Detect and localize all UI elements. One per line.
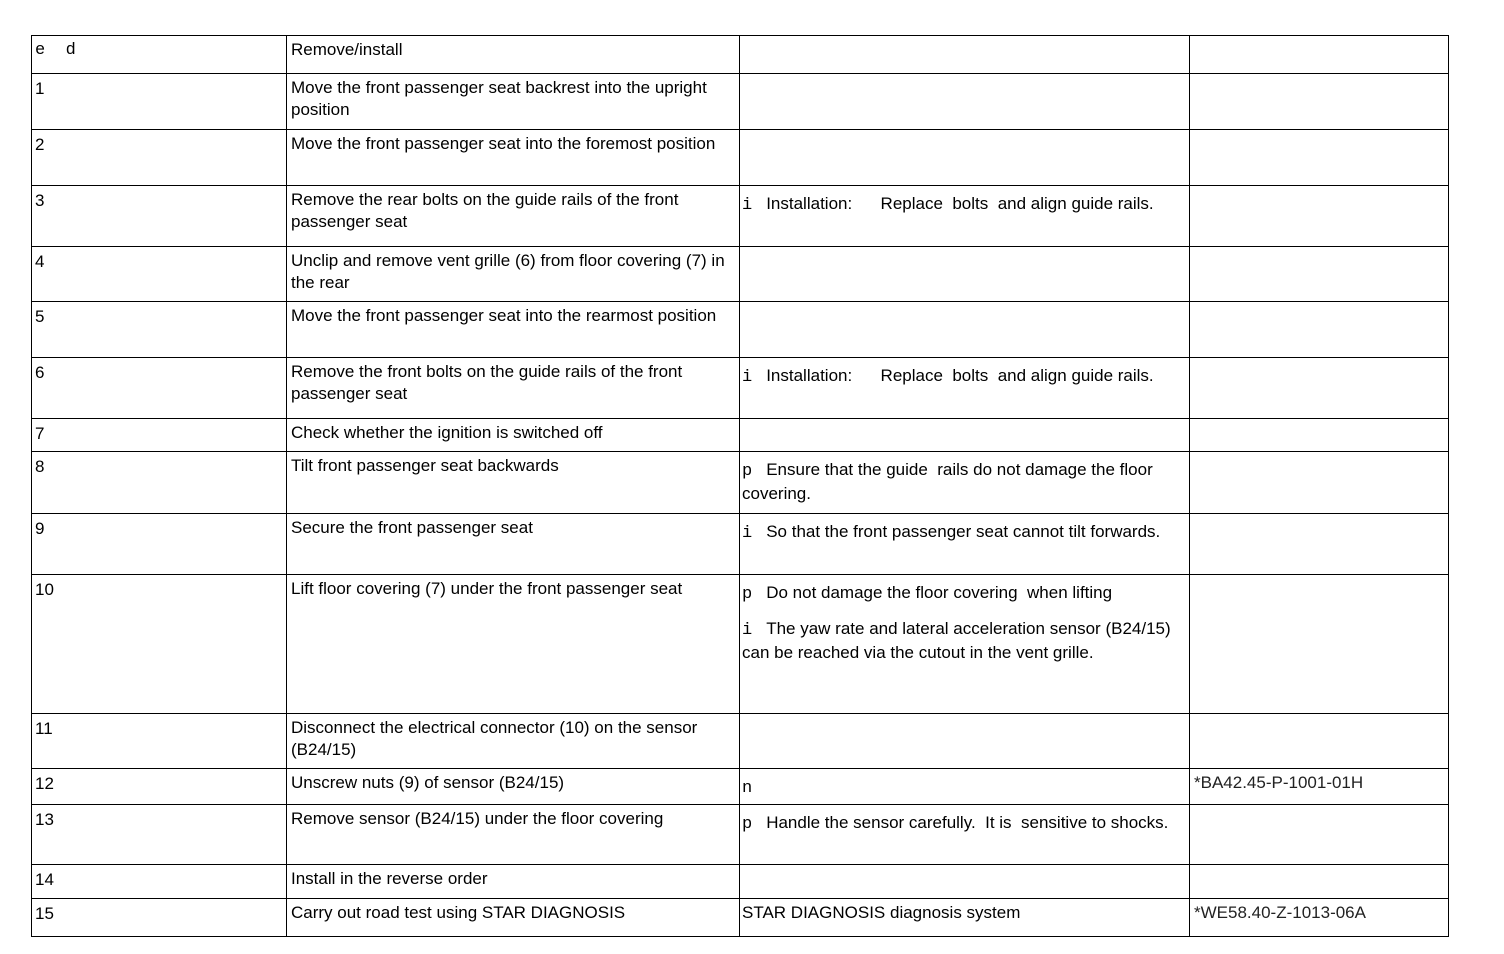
- table-row: [32, 358, 1449, 419]
- step-number: 7: [35, 424, 45, 443]
- step-action: Install in the reverse order: [291, 869, 488, 888]
- note-warning: [742, 812, 1177, 836]
- info-icon: i: [742, 368, 753, 387]
- step-action: Unclip and remove vent grille (6) from floor covering (7) in the rear: [291, 251, 725, 292]
- note-info: [742, 365, 1177, 389]
- step-number: 14: [35, 870, 54, 889]
- step-action: Tilt front passenger seat backwards: [291, 456, 559, 475]
- info-icon: i: [742, 621, 753, 640]
- step-action: Check whether the ignition is switched off: [291, 423, 603, 442]
- step-action: Remove the front bolts on the guide rails of the front passenger seat: [291, 362, 683, 403]
- table-row: [32, 130, 1449, 186]
- warning-icon: p: [742, 815, 753, 834]
- table-row: [32, 419, 1449, 452]
- step-number: 1: [35, 79, 45, 98]
- step-number: 13: [35, 810, 54, 829]
- table-row: [32, 302, 1449, 358]
- table-row: [32, 186, 1449, 247]
- step-action: Lift floor covering (7) under the front passenger seat: [291, 579, 683, 598]
- step-action: Unscrew nuts (9) of sensor (B24/15): [291, 773, 565, 792]
- table-row: [32, 714, 1449, 769]
- reference-link[interactable]: *WE58.40-Z-1013-06A: [1194, 903, 1366, 922]
- step-action: Remove the rear bolts on the guide rails of the front passenger seat: [291, 190, 679, 231]
- table-header-row: [32, 36, 1449, 74]
- table-row: [32, 865, 1449, 899]
- table-row: [32, 74, 1449, 130]
- info-icon: i: [742, 196, 753, 215]
- note-text: So that the front passenger seat cannot tilt forwards.: [766, 522, 1161, 541]
- procedure-table: [31, 35, 1449, 937]
- table-row: [32, 805, 1449, 865]
- table-row: [32, 575, 1449, 714]
- note-text: Do not damage the floor covering when lifting: [766, 583, 1113, 602]
- note-text: Installation: Replace bolts and align guide rails.: [766, 366, 1154, 385]
- note-text: The yaw rate and lateral acceleration sensor (B24/15) can be reached via the cutout in the vent grille.: [742, 619, 1176, 662]
- note-info: [742, 193, 1177, 217]
- note-info: [742, 521, 1177, 545]
- warning-icon: p: [742, 462, 753, 481]
- step-number: 12: [35, 774, 54, 793]
- warning-icon: p: [742, 585, 753, 604]
- note-nut: [742, 776, 1177, 800]
- table-row: [32, 514, 1449, 575]
- step-number: 3: [35, 191, 45, 210]
- step-action: Secure the front passenger seat: [291, 518, 533, 537]
- step-number: 5: [35, 307, 45, 326]
- table-row: [32, 769, 1449, 805]
- table-row: [32, 452, 1449, 514]
- note-warning: [742, 459, 1177, 505]
- table-row: [32, 899, 1449, 937]
- step-number: 11: [35, 719, 53, 738]
- step-number: 8: [35, 457, 45, 476]
- step-action: Move the front passenger seat into the rearmost position: [291, 306, 717, 325]
- note-text: Handle the sensor carefully. It is sensitive to shocks.: [766, 813, 1169, 832]
- step-action: Move the front passenger seat into the foremost position: [291, 134, 716, 153]
- note-text: Ensure that the guide rails do not damage the floor covering.: [742, 460, 1158, 503]
- step-action: Remove sensor (B24/15) under the floor covering: [291, 809, 664, 828]
- step-number: 10: [35, 580, 54, 599]
- step-action: Move the front passenger seat backrest into the upright position: [291, 78, 707, 119]
- step-number: 4: [35, 252, 45, 271]
- nut-icon: n: [742, 779, 753, 798]
- info-icon: i: [742, 524, 753, 543]
- reference-link[interactable]: *BA42.45-P-1001-01H: [1194, 773, 1364, 792]
- note-warning: [742, 582, 1177, 606]
- step-number: 6: [35, 363, 45, 382]
- header-action: Remove/install: [291, 40, 403, 59]
- note-text: Installation: Replace bolts and align guide rails.: [766, 194, 1154, 213]
- table-row: [32, 247, 1449, 302]
- step-number: 15: [35, 904, 54, 923]
- step-number: 2: [35, 135, 45, 154]
- note-info: [742, 618, 1177, 664]
- note-text: STAR DIAGNOSIS diagnosis system: [742, 903, 1021, 922]
- step-action: Disconnect the electrical connector (10) on the sensor (B24/15): [291, 718, 698, 759]
- step-action: Carry out road test using STAR DIAGNOSIS: [291, 903, 626, 922]
- step-number: 9: [35, 519, 45, 538]
- header-step: e d: [35, 41, 76, 60]
